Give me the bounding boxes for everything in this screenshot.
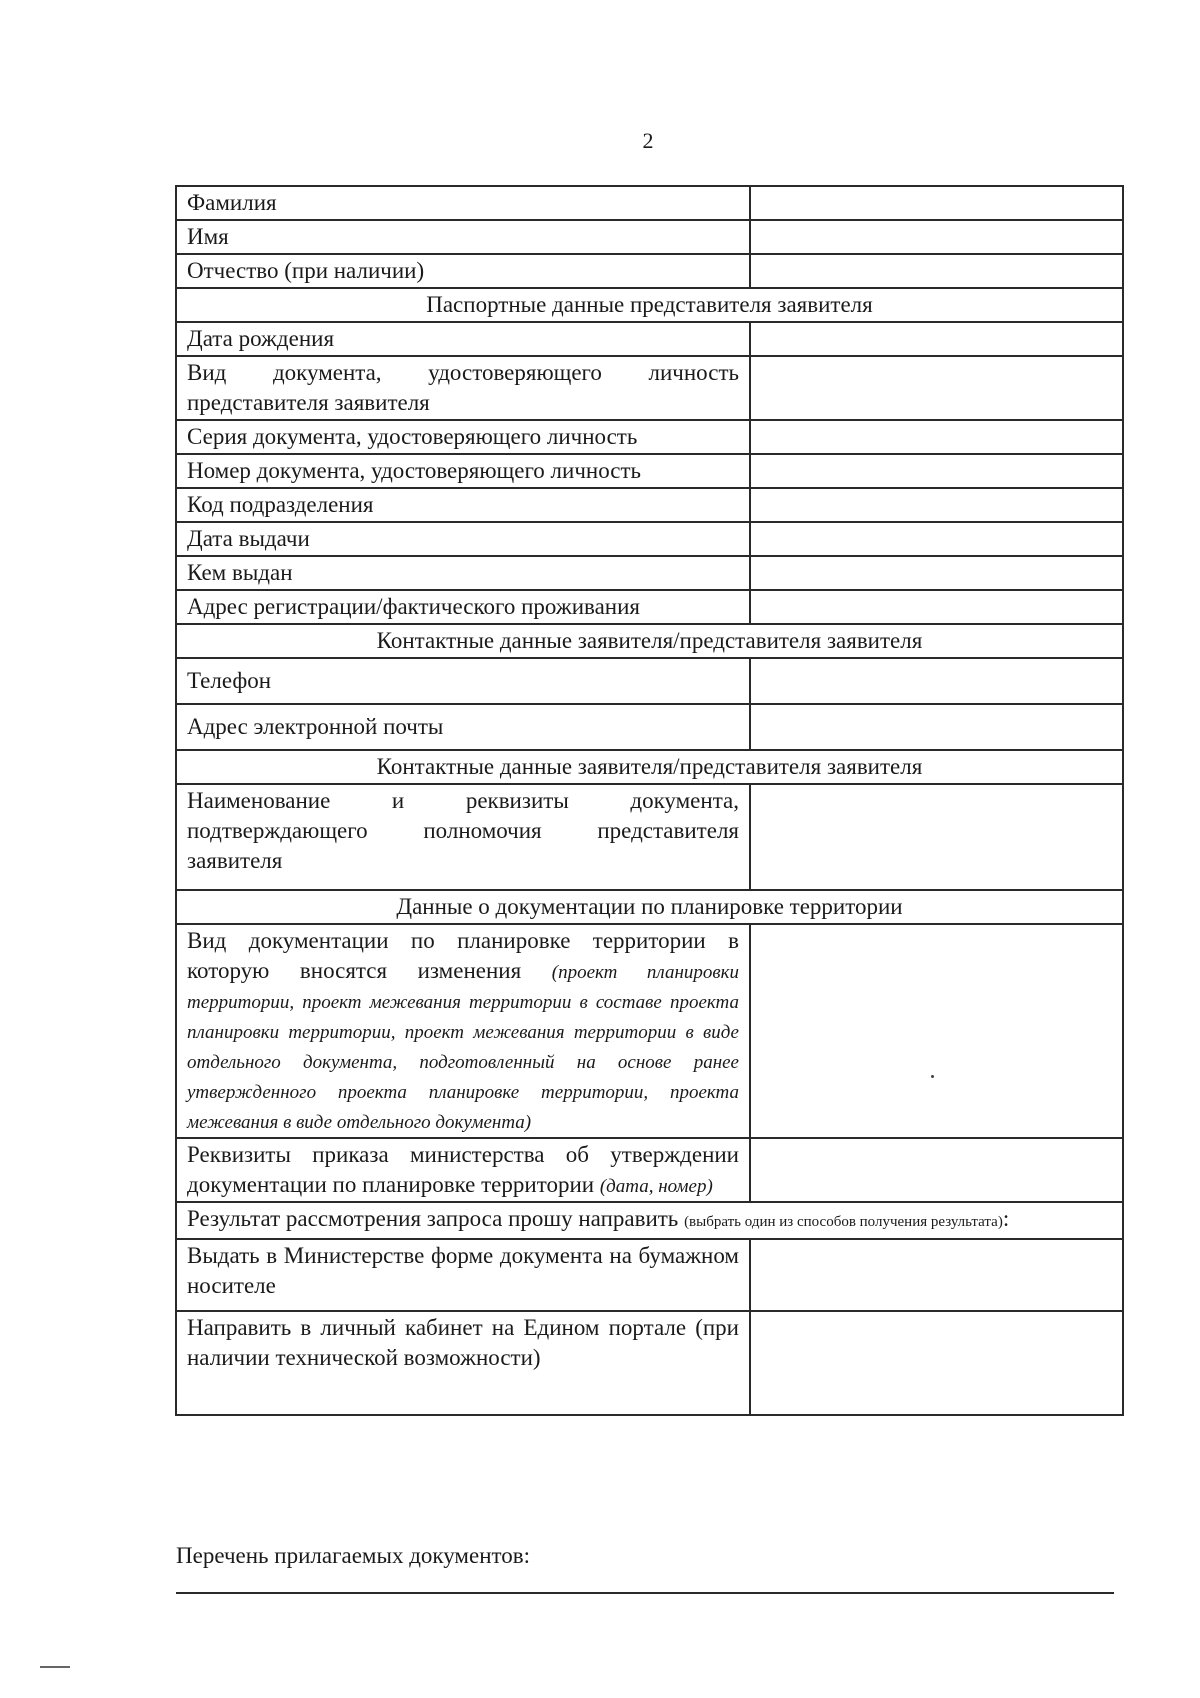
field-label: Номер документа, удостоверяющего личность (176, 454, 750, 488)
section-row (176, 1202, 1123, 1239)
result-request-suffix: : (1002, 1206, 1010, 1231)
table-row (176, 1138, 1123, 1202)
result-request-heading (176, 1202, 1123, 1239)
section-row (176, 288, 1123, 322)
table-row (176, 254, 1123, 288)
field-value-doc-type[interactable] (750, 924, 1123, 1138)
field-label: Фамилия (176, 186, 750, 220)
result-request-main: Результат рассмотрения запроса прошу направить (187, 1206, 679, 1231)
field-value-email[interactable] (750, 704, 1123, 750)
section-row (176, 890, 1123, 924)
section-heading-contacts-2: Контактные данные заявителя/представителя заявителя (176, 750, 1123, 784)
section-row (176, 750, 1123, 784)
field-label: Имя (176, 220, 750, 254)
table-row (176, 556, 1123, 590)
table-row (176, 924, 1123, 1138)
table-row (176, 488, 1123, 522)
page-number: 2 (642, 128, 654, 153)
section-heading-contacts: Контактные данные заявителя/представителя заявителя (176, 624, 1123, 658)
field-value-patronymic[interactable] (750, 254, 1123, 288)
table-row (176, 322, 1123, 356)
field-value-address[interactable] (750, 590, 1123, 624)
field-label: Отчество (при наличии) (176, 254, 750, 288)
field-label: Код подразделения (176, 488, 750, 522)
field-label: Телефон (176, 658, 750, 704)
field-label: Дата выдачи (176, 522, 750, 556)
table-row (176, 420, 1123, 454)
table-row (176, 220, 1123, 254)
margin-dash (40, 1666, 70, 1668)
field-label: Вид документа, удостоверяющего личность представителя заявителя (176, 356, 750, 420)
field-label: Наименование и реквизиты документа, подтверждающего полномочия представителя заявителя (176, 784, 750, 890)
result-option-paper: Выдать в Министерстве форме документа на бумажном носителе (176, 1239, 750, 1311)
field-label-doc-type (176, 924, 750, 1138)
field-value-birth-date[interactable] (750, 322, 1123, 356)
table-row (176, 658, 1123, 704)
field-value-department-code[interactable] (750, 488, 1123, 522)
field-label-hint: (проект планировки территории, проект межевания территории в составе проекта планировки территории, проект межевания территории в виде отдельного документа, подготовленный на основе ранее утвержденного проекта планировке территории, проекта межевания в виде отдельного документа) (187, 962, 740, 1133)
field-label: Адрес электронной почты (176, 704, 750, 750)
table-row (176, 590, 1123, 624)
field-value-name[interactable] (750, 220, 1123, 254)
attached-documents-label: Перечень прилагаемых документов: (176, 1543, 531, 1568)
table-row (176, 704, 1123, 750)
field-label: Кем выдан (176, 556, 750, 590)
table-row (176, 454, 1123, 488)
field-label-main: Вид документации по планировке территории в которую вносятся изменения (187, 928, 739, 983)
table-row (176, 186, 1123, 220)
field-value-id-number[interactable] (750, 454, 1123, 488)
field-label-order (176, 1138, 750, 1202)
field-value-issue-date[interactable] (750, 522, 1123, 556)
attached-documents-line[interactable] (176, 1592, 1114, 1594)
field-value-id-document-type[interactable] (750, 356, 1123, 420)
result-option-portal: Направить в личный кабинет на Едином портале (при наличии технической возможности) (176, 1311, 750, 1415)
field-label: Адрес регистрации/фактического проживания (176, 590, 750, 624)
dot-mark (931, 1075, 934, 1078)
field-value-surname[interactable] (750, 186, 1123, 220)
table-row (176, 1239, 1123, 1311)
application-form-table (175, 185, 1124, 1416)
field-value-issued-by[interactable] (750, 556, 1123, 590)
result-option-portal-checkbox[interactable] (750, 1311, 1123, 1415)
table-row (176, 356, 1123, 420)
section-heading-passport: Паспортные данные представителя заявителя (176, 288, 1123, 322)
field-label-main: Реквизиты приказа министерства об утверждении документации по планировке территории (187, 1142, 739, 1197)
field-label: Дата рождения (176, 322, 750, 356)
field-label: Серия документа, удостоверяющего личность (176, 420, 750, 454)
field-value-authority-document[interactable] (750, 784, 1123, 890)
field-label-hint: (дата, номер) (599, 1176, 713, 1197)
result-option-paper-checkbox[interactable] (750, 1239, 1123, 1311)
field-value-id-series[interactable] (750, 420, 1123, 454)
table-row (176, 522, 1123, 556)
section-row (176, 624, 1123, 658)
field-value-phone[interactable] (750, 658, 1123, 704)
table-row (176, 784, 1123, 890)
result-request-hint: (выбрать один из способов получения результата) (684, 1214, 1003, 1230)
section-heading-planning: Данные о документации по планировке территории (176, 890, 1123, 924)
table-row (176, 1311, 1123, 1415)
field-value-order[interactable] (750, 1138, 1123, 1202)
